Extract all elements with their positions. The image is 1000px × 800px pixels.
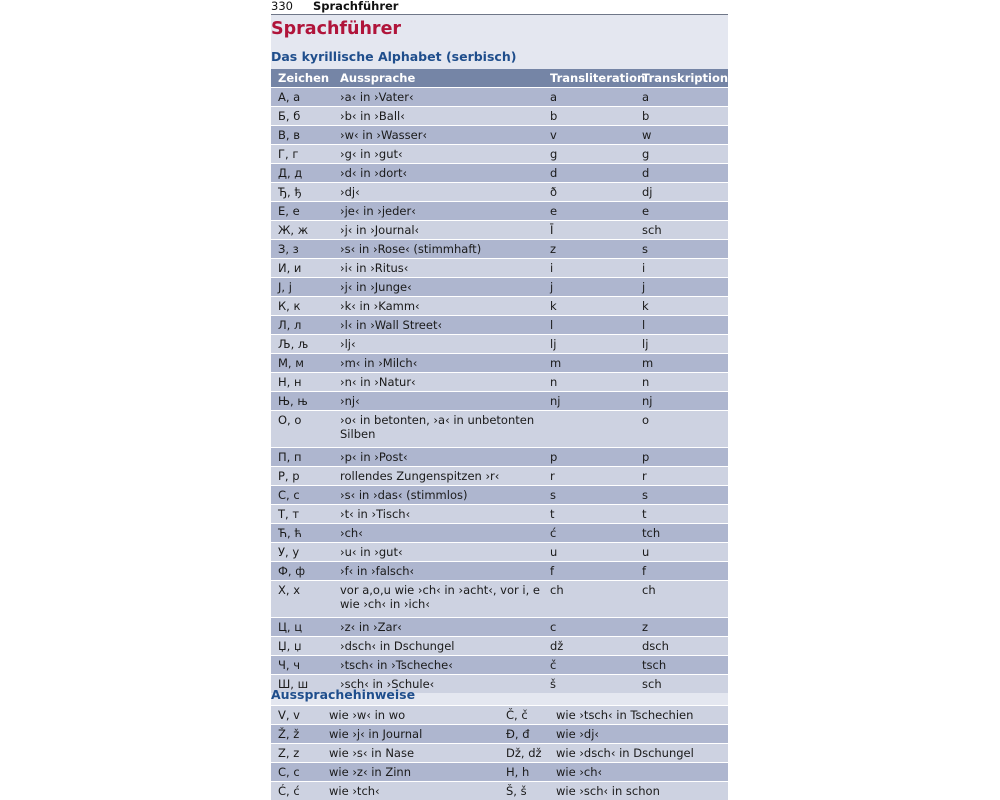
cell-transliteration: c [543,618,635,637]
cell-transkription: p [635,448,728,467]
cell-zeichen: Н, н [271,373,333,392]
cell-transkription: l [635,316,728,335]
table-row [271,763,728,782]
cell-zeichen: М, м [271,354,333,373]
cell-zeichen: С, с [271,486,333,505]
cell-transkription: d [635,164,728,183]
cell-transliteration: g [543,145,635,164]
cell-transliteration: t [543,505,635,524]
cell-transkription: ch [635,581,728,618]
cell-transkription: m [635,354,728,373]
cell-transliteration: ch [543,581,635,618]
cell-transliteration: p [543,448,635,467]
cell-zeichen: Ч, ч [271,656,333,675]
cell-transliteration: v [543,126,635,145]
cell-zeichen: К, к [271,297,333,316]
table-row [271,278,728,297]
cell-zeichen: Ђ, ђ [271,183,333,202]
cell-letter-right: Dž, dž [499,744,549,763]
cell-transliteration: z [543,240,635,259]
cell-transkription: i [635,259,728,278]
cell-transliteration: č [543,656,635,675]
cell-transliteration: a [543,88,635,107]
cell-zeichen: Е, е [271,202,333,221]
cell-zeichen: У, у [271,543,333,562]
cell-transkription: w [635,126,728,145]
cell-aussprache: ›p‹ in ›Post‹ [333,448,543,467]
cell-aussprache: ›i‹ in ›Ritus‹ [333,259,543,278]
cell-transkription: tsch [635,656,728,675]
cell-transkription: lj [635,335,728,354]
cell-transliteration: i [543,259,635,278]
running-title: Sprachführer [313,0,399,13]
cell-pronunciation-left: wie ›tch‹ [322,782,499,800]
cell-transliteration: j [543,278,635,297]
table-row [271,259,728,278]
cell-letter-right: Š, š [499,782,549,800]
cell-aussprache: ›je‹ in ›jeder‹ [333,202,543,221]
table-row [271,725,728,744]
cell-zeichen: Р, р [271,467,333,486]
cell-zeichen: Љ, љ [271,335,333,354]
cell-transkription: n [635,373,728,392]
hints-table [271,705,728,800]
cell-transliteration: r [543,467,635,486]
cell-transkription: sch [635,221,728,240]
cell-letter-left: V, v [271,706,322,725]
cell-transliteration: f [543,562,635,581]
cell-aussprache: ›d‹ in ›dort‹ [333,164,543,183]
cell-aussprache: ›j‹ in ›Junge‹ [333,278,543,297]
cell-aussprache: ›nj‹ [333,392,543,411]
table-row [271,354,728,373]
cell-transkription: dj [635,183,728,202]
table-row [271,637,728,656]
table-row [271,126,728,145]
cell-transkription: j [635,278,728,297]
cell-aussprache: ›o‹ in betonten, ›a‹ in unbetonten Silben [333,411,543,448]
cell-transkription: z [635,618,728,637]
cell-transkription: a [635,88,728,107]
alphabet-table-body [271,88,728,694]
cell-transliteration: n [543,373,635,392]
cell-aussprache: vor a,o,u wie ›ch‹ in ›acht‹, vor i, e wie ›ch‹ in ›ich‹ [333,581,543,618]
cell-zeichen: Х, х [271,581,333,618]
cell-transliteration: d [543,164,635,183]
cell-transliteration: b [543,107,635,126]
cell-pronunciation-right: wie ›sch‹ in schon [549,782,728,800]
cell-transliteration: Ī [543,221,635,240]
cell-aussprache: ›w‹ in ›Wasser‹ [333,126,543,145]
cell-aussprache: ›n‹ in ›Natur‹ [333,373,543,392]
cell-zeichen: Ц, ц [271,618,333,637]
table-row [271,543,728,562]
cell-transkription: o [635,411,728,448]
column-header-transliteration: Transliteration [543,69,635,88]
table-row [271,297,728,316]
book-page [271,0,728,800]
cell-zeichen: Т, т [271,505,333,524]
table-row [271,373,728,392]
cell-aussprache: ›s‹ in ›das‹ (stimmlos) [333,486,543,505]
table-row [271,486,728,505]
table-row [271,524,728,543]
cell-transliteration: s [543,486,635,505]
cell-zeichen: И, и [271,259,333,278]
cell-transkription: g [635,145,728,164]
cell-aussprache: ›l‹ in ›Wall Street‹ [333,316,543,335]
cell-transliteration: l [543,316,635,335]
cell-aussprache: ›k‹ in ›Kamm‹ [333,297,543,316]
cell-letter-left: Z, z [271,744,322,763]
cell-pronunciation-right: wie ›ch‹ [549,763,728,782]
cell-transkription: u [635,543,728,562]
table-row [271,202,728,221]
table-row [271,88,728,107]
cell-zeichen: Д, д [271,164,333,183]
cell-transkription: tch [635,524,728,543]
cell-letter-left: C, c [271,763,322,782]
cell-aussprache: ›b‹ in ›Ball‹ [333,107,543,126]
table-row [271,782,728,800]
cell-letter-right: H, h [499,763,549,782]
cell-zeichen: А, а [271,88,333,107]
table-row [271,505,728,524]
table-row [271,221,728,240]
cell-aussprache: ›m‹ in ›Milch‹ [333,354,543,373]
table-row [271,562,728,581]
cell-aussprache: ›tsch‹ in ›Tscheche‹ [333,656,543,675]
cell-zeichen: Ћ, ћ [271,524,333,543]
table-row [271,744,728,763]
cell-zeichen: П, п [271,448,333,467]
cell-zeichen: Ф, ф [271,562,333,581]
cell-transliteration: š [543,675,635,694]
table-row [271,618,728,637]
cell-transkription: nj [635,392,728,411]
cell-aussprache: ›s‹ in ›Rose‹ (stimmhaft) [333,240,543,259]
cell-aussprache: ›u‹ in ›gut‹ [333,543,543,562]
cell-pronunciation-left: wie ›z‹ in Zinn [322,763,499,782]
cell-pronunciation-left: wie ›w‹ in wo [322,706,499,725]
table-row [271,411,728,448]
cell-transliteration: nj [543,392,635,411]
cell-transliteration: u [543,543,635,562]
cell-letter-left: Ć, ć [271,782,322,800]
cell-letter-right: Č, č [499,706,549,725]
table-row [271,656,728,675]
cell-zeichen: Б, б [271,107,333,126]
table-row [271,145,728,164]
cell-zeichen: О, о [271,411,333,448]
table-row [271,335,728,354]
column-header-aussprache: Aussprache [333,69,543,88]
cell-transliteration [543,411,635,448]
alphabet-header-row [271,69,728,88]
cell-zeichen: З, з [271,240,333,259]
cell-transkription: sch [635,675,728,694]
cell-zeichen: В, в [271,126,333,145]
cell-transliteration: e [543,202,635,221]
table-row [271,706,728,725]
cell-aussprache: ›t‹ in ›Tisch‹ [333,505,543,524]
table-row [271,467,728,486]
page-number: 330 [271,0,293,13]
running-head [271,0,728,15]
cell-transliteration: ð [543,183,635,202]
table-row [271,448,728,467]
cell-transliteration: dž [543,637,635,656]
cell-aussprache: ›dsch‹ in Dschungel [333,637,543,656]
cell-aussprache: ›a‹ in ›Vater‹ [333,88,543,107]
cell-transliteration: k [543,297,635,316]
cell-zeichen: Ш, ш [271,675,333,694]
cell-aussprache: rollendes Zungenspitzen ›r‹ [333,467,543,486]
table-row [271,107,728,126]
cell-transkription: t [635,505,728,524]
cell-zeichen: Ј, ј [271,278,333,297]
alphabet-table [271,69,728,693]
cell-transkription: b [635,107,728,126]
hints-heading: Aussprachehinweise [271,687,416,702]
cell-pronunciation-right: wie ›tsch‹ in Tschechien [549,706,728,725]
table-row [271,581,728,618]
cell-transliteration: lj [543,335,635,354]
cell-transkription: e [635,202,728,221]
cell-pronunciation-right: wie ›dj‹ [549,725,728,744]
cell-transliteration: ć [543,524,635,543]
table-row [271,240,728,259]
column-header-transkription: Transkription [635,69,728,88]
cell-transkription: s [635,486,728,505]
cell-letter-left: Ž, ž [271,725,322,744]
table-row [271,316,728,335]
cell-zeichen: Џ, џ [271,637,333,656]
cell-zeichen: Ж, ж [271,221,333,240]
cell-zeichen: Л, л [271,316,333,335]
cell-zeichen: Г, г [271,145,333,164]
cell-aussprache: ›sch‹ in ›Schule‹ [333,675,543,694]
cell-aussprache: ›ch‹ [333,524,543,543]
cell-aussprache: ›z‹ in ›Zar‹ [333,618,543,637]
page-title: Sprachführer [271,19,402,39]
cell-transkription: f [635,562,728,581]
cell-letter-right: Đ, đ [499,725,549,744]
table-row [271,164,728,183]
cell-pronunciation-left: wie ›j‹ in Journal [322,725,499,744]
cell-zeichen: Њ, њ [271,392,333,411]
alphabet-heading: Das kyrillische Alphabet (serbisch) [271,49,517,64]
cell-transkription: r [635,467,728,486]
cell-pronunciation-right: wie ›dsch‹ in Dschungel [549,744,728,763]
cell-transkription: s [635,240,728,259]
cell-transkription: k [635,297,728,316]
cell-transkription: dsch [635,637,728,656]
column-header-zeichen: Zeichen [271,69,333,88]
cell-aussprache: ›lj‹ [333,335,543,354]
cell-pronunciation-left: wie ›s‹ in Nase [322,744,499,763]
hints-table-body [271,706,728,800]
cell-aussprache: ›f‹ in ›falsch‹ [333,562,543,581]
cell-aussprache: ›dj‹ [333,183,543,202]
cell-aussprache: ›j‹ in ›Journal‹ [333,221,543,240]
cell-transliteration: m [543,354,635,373]
cell-aussprache: ›g‹ in ›gut‹ [333,145,543,164]
table-row [271,183,728,202]
table-row [271,392,728,411]
